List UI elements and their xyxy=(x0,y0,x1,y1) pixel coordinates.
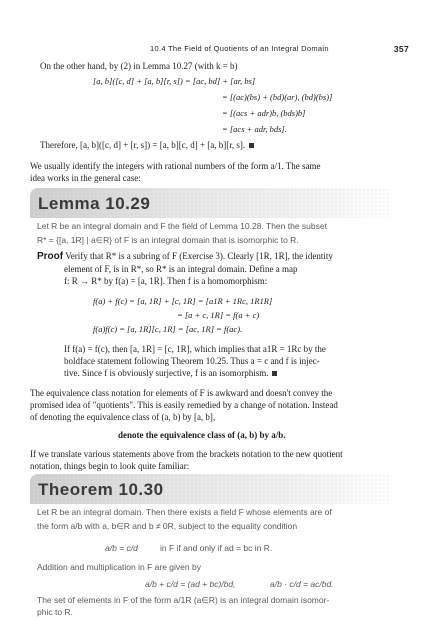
theorem-line: The set of elements in F of the form a/1R (a∈R) is an integral domain isomor- xyxy=(37,595,330,605)
equation-line: = [(ac)(bs) + (bd)(ar), (bd)(bs)] xyxy=(222,92,333,102)
proof-line: boldface statement following Theorem 10.25. Thus a = c and f is injec- xyxy=(64,356,320,366)
addition-formula: a/b + c/d = (ad + bc)/bd, xyxy=(145,579,236,589)
equation-line: = [acs + adr, bds]. xyxy=(222,124,287,134)
proof-equation: f(a) + f(c) = [a, 1R] + [c, 1R] = [a1R + 1Rc, 1R1R] xyxy=(93,296,273,306)
theorem-line: the form a/b with a, b∈R and b ≠ 0R, subject to the equality condition xyxy=(37,521,298,531)
body-line: promised idea of "quotients". This is easily remedied by a change of notation. Instead xyxy=(30,400,338,410)
theorem-line: Addition and multiplication in F are given by xyxy=(37,562,201,572)
proof-text: Verify that R* is a subring of F (Exercise 3). Clearly [1R, 1R], the identity xyxy=(65,251,333,261)
qed-square-icon xyxy=(272,371,277,376)
proof-line: element of F, is in R*, so R* is an integral domain. Define a map xyxy=(64,264,298,274)
lemma-banner xyxy=(30,188,390,218)
equality-fraction: a/b = c/d xyxy=(105,543,138,553)
theorem-line: phic to R. xyxy=(37,607,73,617)
therefore-text: Therefore, [a, b]([c, d] + [r, s]) = [a, b][c, d] + [a, b][r, s]. xyxy=(40,140,246,150)
theorem-line: Let R be an integral domain. Then there exists a field F whose elements are of xyxy=(37,507,332,517)
theorem-banner xyxy=(30,474,390,504)
proof-line: f: R → R* by f(a) = [a, 1R]. Then f is a homomorphism: xyxy=(64,276,268,286)
qed-square-icon xyxy=(249,143,254,148)
proof-line xyxy=(64,368,277,379)
lemma-line: R* = {[a, 1R] | a∈R} of F is an integral domain that is isomorphic to R. xyxy=(37,235,299,245)
running-header xyxy=(150,44,409,54)
body-line: idea works in the general case: xyxy=(30,173,141,183)
therefore-line xyxy=(40,140,254,151)
proof-equation: f(a)f(c) = [a, 1R][c, 1R] = [ac, 1R] = f(ac). xyxy=(93,324,243,334)
equation-line: = [(acs + adr)b, (bds)b] xyxy=(222,108,306,118)
body-line: notation, things begin to look quite familiar: xyxy=(30,461,190,471)
proof-text: tive. Since f is obviously surjective, f is an isomorphism. xyxy=(64,368,269,378)
proof-equation: = [a + c, 1R] = f(a + c) xyxy=(177,310,260,320)
boldface-statement: denote the equivalence class of (a, b) by a/b. xyxy=(118,430,286,440)
theorem-title: Theorem 10.30 xyxy=(38,480,164,499)
body-line: of denoting the equivalence class of (a, b) by [a, b], xyxy=(30,412,216,422)
equality-condition: in F if and only if ad = bc in R. xyxy=(160,543,273,553)
lemma-title: Lemma 10.29 xyxy=(38,194,151,213)
proof-line: If f(a) = f(c), then [a, 1R] = [c, 1R], which implies that a1R = 1Rc by the xyxy=(64,344,326,354)
running-title: 10.4 The Field of Quotients of an Integral Domain xyxy=(150,44,329,53)
intro-line: On the other hand, by (2) in Lemma 10.27 (with k = b) xyxy=(40,61,238,71)
proof-line xyxy=(37,251,333,262)
equation-line: [a, b]([c, d] + [a, b][r, s]) = [ac, bd] + [ar, bs] xyxy=(93,76,256,86)
body-line: If we translate various statements above from the brackets notation to the new quotient xyxy=(30,449,343,459)
proof-label: Proof xyxy=(37,251,64,262)
page-number: 357 xyxy=(393,44,409,54)
body-line: We usually identify the integers with rational numbers of the form a/1. The same xyxy=(30,161,321,171)
multiplication-formula: a/b · c/d = ac/bd. xyxy=(270,579,334,589)
body-line: The equivalence class notation for elements of F is awkward and doesn't convey the xyxy=(30,388,333,398)
lemma-line: Let R be an integral domain and F the field of Lemma 10.28. Then the subset xyxy=(37,221,327,231)
